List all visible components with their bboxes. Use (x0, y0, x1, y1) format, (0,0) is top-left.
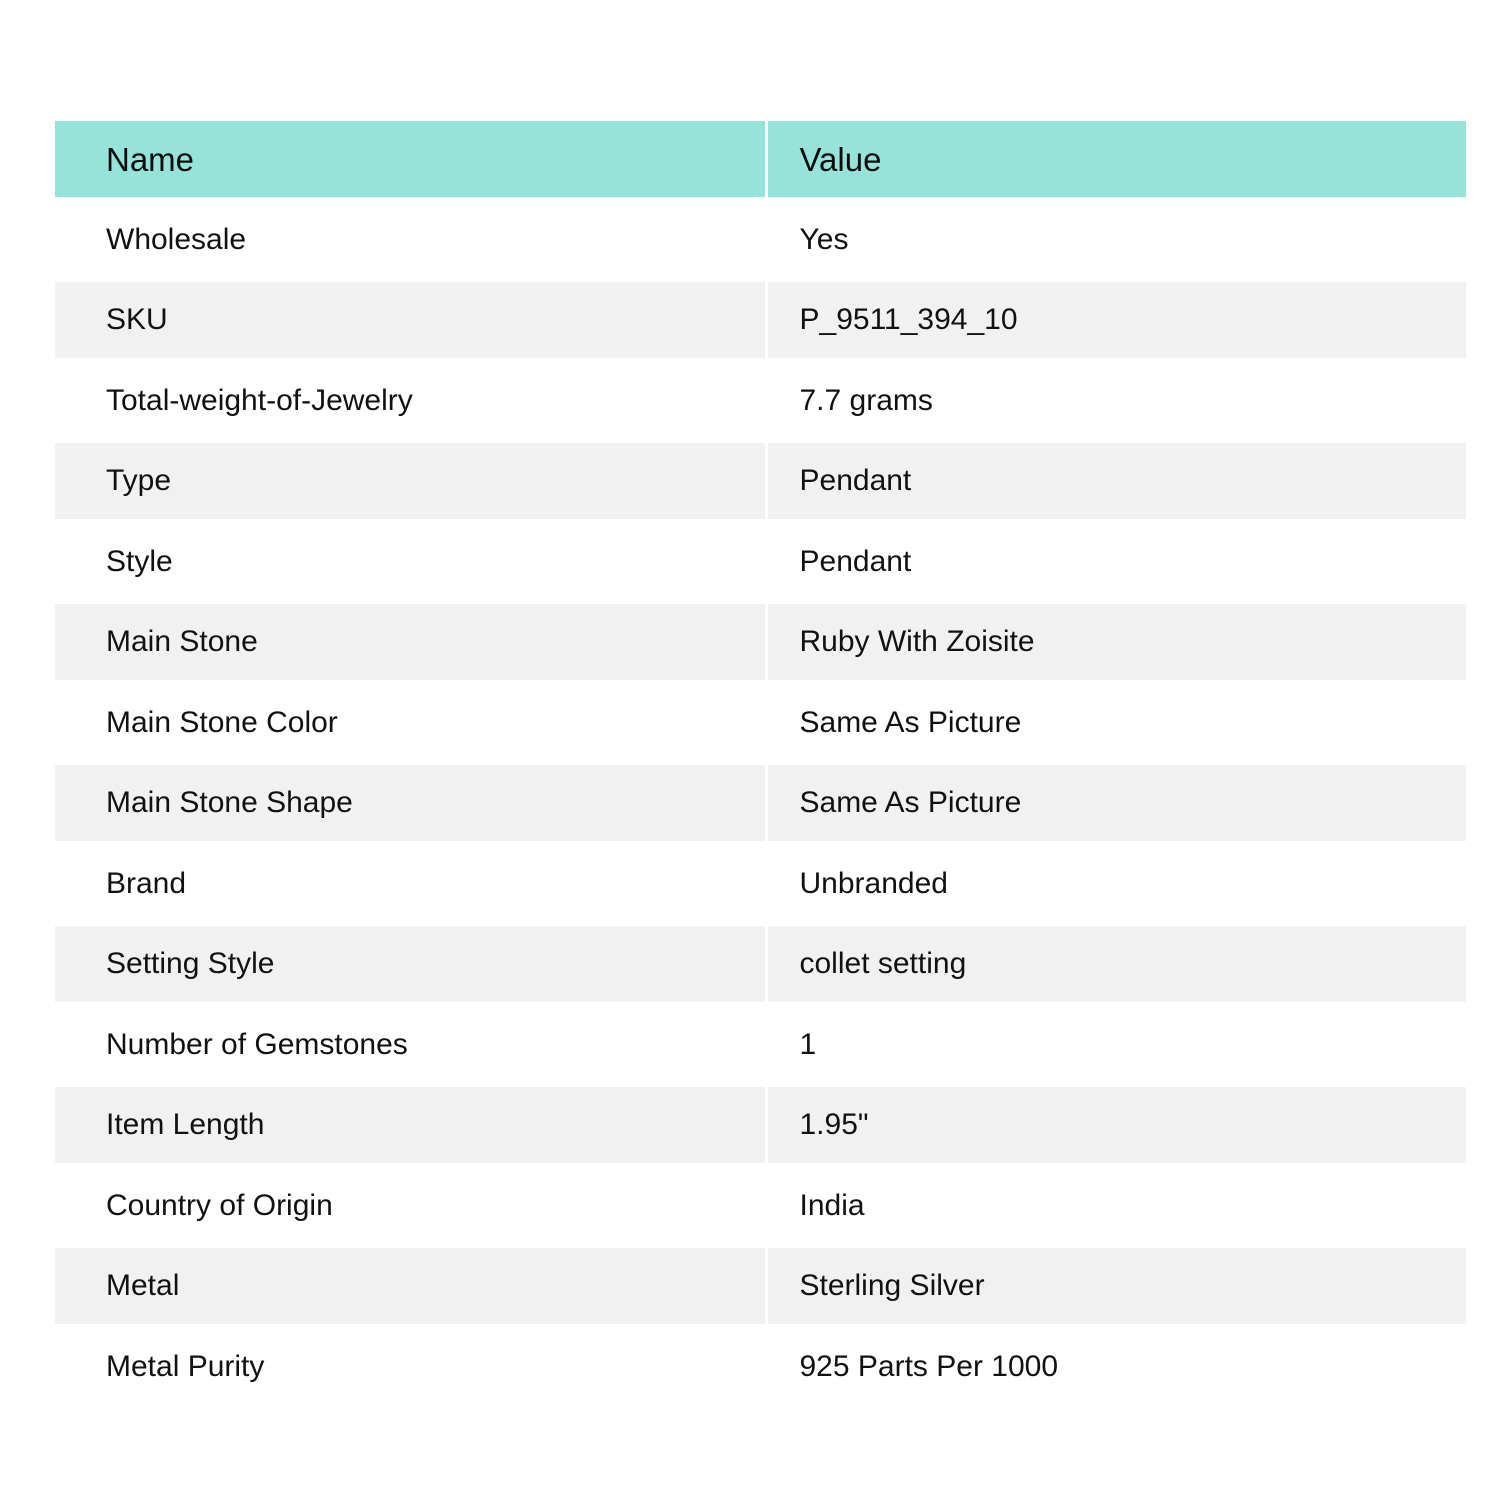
table-row (55, 1163, 1466, 1248)
table-row (55, 443, 1466, 519)
table-row (55, 1324, 1466, 1409)
table-row (55, 358, 1466, 443)
row-value-cell: 925 Parts Per 1000 (799, 1349, 1059, 1383)
row-name-cell: Main Stone (55, 604, 766, 680)
table-row (55, 765, 1466, 841)
row-name-cell: Item Length (55, 1087, 766, 1163)
row-value-cell: Sterling Silver (766, 1248, 1466, 1324)
row-name-cell: Style (55, 519, 766, 604)
row-value-cell: P_9511_394_10 (766, 282, 1466, 358)
table-row (55, 841, 1466, 926)
specification-table (55, 121, 1466, 1409)
row-name-cell: Type (55, 443, 766, 519)
row-name-cell: Metal Purity (55, 1324, 766, 1409)
table-row (55, 1087, 1466, 1163)
row-value-cell: India (799, 1188, 865, 1222)
row-name-cell: Wholesale (55, 197, 766, 282)
table-row (55, 519, 1466, 604)
table-row (55, 926, 1466, 1002)
row-value-cell: 1 (799, 1027, 817, 1061)
row-value-cell: 7.7 grams (799, 383, 933, 417)
row-name-cell: Country of Origin (55, 1163, 766, 1248)
row-value-cell: Yes (799, 222, 849, 256)
row-value-cell: Pendant (766, 443, 1466, 519)
row-value-cell: Same As Picture (799, 705, 1022, 739)
row-value-cell: collet setting (766, 926, 1466, 1002)
table-row (55, 680, 1466, 765)
table-row (55, 197, 1466, 282)
column-header-name: Name (55, 121, 766, 197)
row-value-cell: Same As Picture (766, 765, 1466, 841)
table-row (55, 1002, 1466, 1087)
row-name-cell: SKU (55, 282, 766, 358)
row-name-cell: Number of Gemstones (55, 1002, 766, 1087)
table-row (55, 604, 1466, 680)
table-header (55, 121, 1466, 197)
row-name-cell: Brand (55, 841, 766, 926)
row-value-cell: Unbranded (799, 866, 948, 900)
row-value-cell: Ruby With Zoisite (766, 604, 1466, 680)
table-header-row (55, 121, 1466, 197)
row-name-cell: Main Stone Shape (55, 765, 766, 841)
table-body (55, 197, 1466, 1409)
row-value-cell: Pendant (799, 544, 912, 578)
row-value-cell: 1.95" (766, 1087, 1466, 1163)
column-header-value: Value (766, 121, 1466, 197)
table-row (55, 282, 1466, 358)
row-name-cell: Total-weight-of-Jewelry (55, 358, 766, 443)
row-name-cell: Main Stone Color (55, 680, 766, 765)
row-name-cell: Setting Style (55, 926, 766, 1002)
row-name-cell: Metal (55, 1248, 766, 1324)
table-row (55, 1248, 1466, 1324)
